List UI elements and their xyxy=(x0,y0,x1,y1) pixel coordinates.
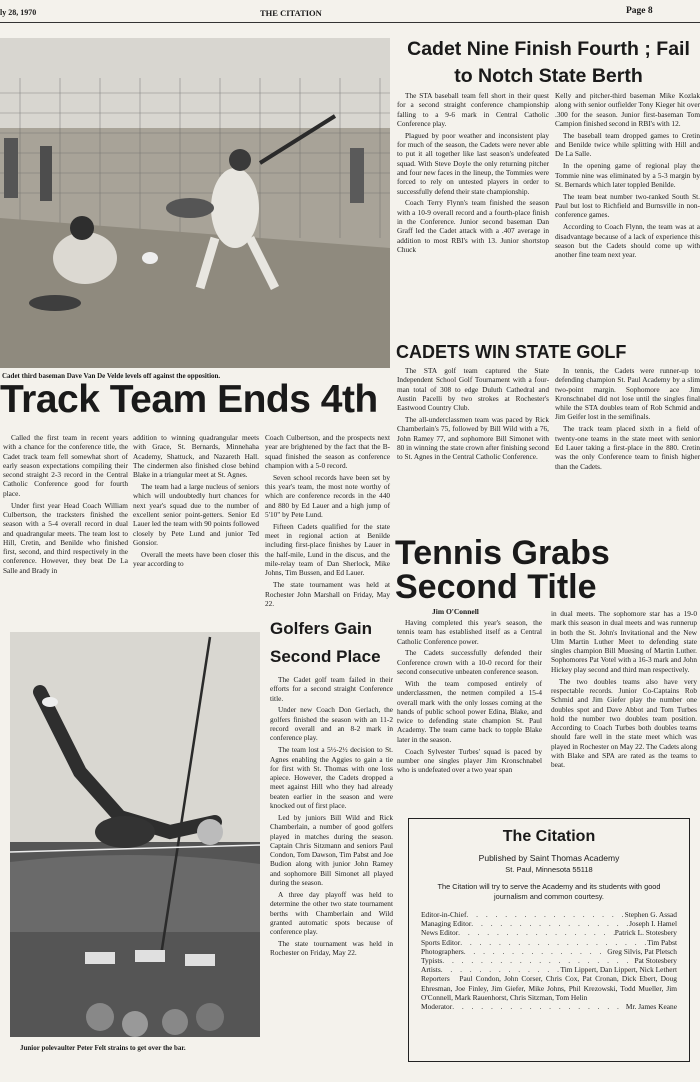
tennis-byline: Jim O'Connell xyxy=(432,607,479,616)
paragraph: Having completed this year's season, the tennis team has established itself as a Central Catholic Conference power. xyxy=(397,618,542,646)
staff-name: Greg Silvis, Pat Pletsch xyxy=(607,946,677,956)
polevault-photo xyxy=(10,632,260,1037)
staff-list xyxy=(421,910,677,1011)
paragraph: Overall the meets have been closer this year according to xyxy=(133,549,259,569)
paragraph: Under first year Head Coach William Culbertson, the tracksters finished the season with a 5-4 overall record in dual and quadrangular meets. The team lost to Hill, Cretin, and Benilde who finished first, second, and third respectively in the conference. However, they beat De La Salle and Brady in xyxy=(3,500,128,575)
staff-row xyxy=(421,938,677,947)
staff-name: Patrick L. Stotesbery xyxy=(614,928,677,938)
paragraph: The STA baseball team fell short in their quest for a second straight conference championship falling to a 9-6 mark in Central Catholic Conference play. xyxy=(397,91,549,128)
track-col-1 xyxy=(3,433,128,578)
track-col-3 xyxy=(265,433,390,611)
track-headline: Track Team Ends 4th xyxy=(0,378,378,421)
paper-name: THE CITATION xyxy=(260,8,322,18)
staff-row xyxy=(421,956,677,965)
paragraph: Under new Coach Don Gerlach, the golfers finished the season with an 11-2 record overall and an 8-2 mark in conference play. xyxy=(270,705,393,743)
staff-row xyxy=(421,965,677,974)
masthead-box xyxy=(408,818,690,1062)
staff-row xyxy=(421,910,677,919)
paragraph: Led by juniors Bill Wild and Rick Chamberlain, a number of good golfers played in matches during the season. Captain Chris Sitzmann and seniors Paul Condon, Tom Dawson, Tim Pabst and Joe Budion along with junior John Ramey and sophomore Bill Simonet all played during the season. xyxy=(270,812,393,888)
staff-name: Mr. James Keane xyxy=(625,1002,677,1012)
paragraph: The team lost a 5½-2½ decision to St. Agnes enabling the Aggies to gain a tie for first with St. Thomas with one loss apiece. However, the Cadets dropped a meet against Hill who they had already beaten earlier in the season and were knocked out of first place. xyxy=(270,745,393,811)
staff-role: Artists xyxy=(421,965,441,975)
staff-role: Editor-in-Chief xyxy=(421,910,467,919)
paragraph: Called the first team in recent years with a chance for the conference title, the Cadet track team fell somewhat short of early season expectations compiling their second straight 2-3 record in the Central Catholic Conference good for fourth place. xyxy=(3,433,128,498)
issue-date: ly 28, 1970 xyxy=(0,8,37,17)
state-golf-col-2 xyxy=(555,366,700,473)
baseball-headline: Cadet Nine Finish Fourth ; Fail to Notch State Berth xyxy=(407,38,690,87)
paragraph: The Cadet golf team failed in their efforts for a second straight Conference title. xyxy=(270,675,393,703)
baseball-col-2 xyxy=(555,91,700,262)
paragraph: Seven school records have been set by this year's team, the most note worthy of which are conference records in the 440 and 880 by Ed Lauer and a high jump of 5'10" by Pete Lund. xyxy=(265,472,390,519)
tennis-headline-line-1: Tennis Grabs xyxy=(395,534,610,572)
reporters-row xyxy=(421,974,677,1002)
paragraph: The state tournament was held at Rochester John Marshall on Friday, May 22. xyxy=(265,580,390,608)
masthead-title: The Citation xyxy=(502,828,596,845)
tennis-headline-line-2: Second Title xyxy=(395,568,597,606)
paragraph: Fifteen Cadets qualified for the state meet in regional action at Benilde including first-place finishes by Lauer in the half-mile, Lund in the discus, and the mile-relay team of Dan Sherlock, Mike Johns, Tim Bussen, and Ed Lauer. xyxy=(265,521,390,578)
baseball-col-1 xyxy=(397,91,549,257)
paragraph: The track team placed sixth in a field of twenty-one teams in the state meet with senior Ed Lauer taking a first-place in the 880. Cretin was the only Conference team to finish higher than the Cadets. xyxy=(555,424,700,471)
paragraph: In tennis, the Cadets were runner-up to defending champion St. Paul Academy by a slim two-point margin. Sophomore ace Jim Kronschnabel did not lose until the singles final while the STA doubles team of Rob Schmid and Jim Geifer lost in the semifinals. xyxy=(555,366,700,422)
tennis-headline xyxy=(395,536,700,604)
staff-name: Tim Lippert, Dan Lippert, Nick Lethert xyxy=(560,965,677,975)
tennis-col-2 xyxy=(551,609,697,772)
paragraph: According to Coach Flynn, the team was at a disadvantage because of a lack of experience this season but the Cadets should come up with another fine team next year. xyxy=(555,222,700,260)
tennis-col-1 xyxy=(397,618,542,777)
paragraph: addition to winning quadrangular meets with Grace, St. Bernards, Minnehaha Academy, Shattuck, and Nazareth Hall. The cindermen also finished close behind Blake in a triangular meet at St. Agnes. xyxy=(133,433,259,480)
paragraph: Kelly and pitcher-third baseman Mike Kozlak along with senior outfielder Tony Kieger hit over .300 for the season. Junior first-baseman Tom Campion finished second in RBI's with 12. xyxy=(555,91,700,128)
paragraph: The all-underclassmen team was paced by Rick Chamberlain's 75, followed by Bill Wild with a 76, John Ramey 77, and sophomore Bill Simonet with 80 in winning the state crown after finishing second to St. Agnes in the Central Catholic Conference. xyxy=(397,415,549,462)
staff-role: Photographers xyxy=(421,946,464,956)
paragraph: The baseball team dropped games to Cretin and Benilde twice while splitting with Hill and De La Salle. xyxy=(555,130,700,159)
staff-role: News Editor xyxy=(421,928,459,938)
reporters-label: Reporters xyxy=(421,974,450,984)
baseball-photo-caption: Cadet third baseman Dave Van De Velde levels off against the opposition. xyxy=(2,372,221,380)
track-col-2 xyxy=(133,433,259,571)
reporters-names: Paul Condon, John Corser, Chris Cox, Pat Cronan, Dick Ebert, Doug Ehresman, Joe Finley, Jim Giefer, Mike Johns, Phil Krezowski, Todd Mueller, Jim O'Connell, Mark Rauenhorst, Chris Sitzman, Tom Helin xyxy=(421,974,677,1002)
paragraph: The STA golf team captured the State Independent School Golf Tournament with a four-man total of 308 to edge Duluth Cathedral and Austin Pacelli by two strokes at Rochester's Eastwood Country Club. xyxy=(397,366,549,413)
golf-headline: Golfers Gain Second Place xyxy=(270,619,381,666)
paragraph: The team had a large nucleus of seniors which will undoubtedly hurt chances for next year's squad due to the number of excellent senior point-getters. Senior Ed Lauer led the team with 90 points followed closely by Pete Lund and junior Ted Gonsior. xyxy=(133,482,259,547)
paragraph: Coach Sylvester Turbes' squad is paced by number one singles player Jim Kronschnabel who is undefeated over a two year span xyxy=(397,746,542,775)
staff-name: Pat Stotesbery xyxy=(634,956,677,966)
staff-name: Tim Pabst xyxy=(647,937,677,947)
paragraph: Plagued by poor weather and inconsistent play for much of the season, the Cadets were never able to put it all together like last season's undefeated squad. With Steve Doyle the only returning pitcher and four new faces in the lineup, the Tommies were forced to rely on untested players in order to successfully defend their state championship. xyxy=(397,130,549,196)
staff-row xyxy=(421,947,677,956)
staff-row xyxy=(421,919,677,928)
page-number: Page 8 xyxy=(626,6,653,16)
staff-role: Typists xyxy=(421,956,443,966)
masthead-location: St. Paul, Minnesota 55118 xyxy=(505,865,593,874)
paragraph: A three day playoff was held to determine the other two state tournament berths with Chamberlain and Wild granted automatic spots because of conference play. xyxy=(270,889,393,937)
staff-role: Sports Editor xyxy=(421,937,461,947)
polevault-photo-caption: Junior polevaulter Peter Felt strains to get over the bar. xyxy=(20,1044,186,1052)
staff-role: Moderator xyxy=(421,1002,453,1012)
masthead-publisher: Published by Saint Thomas Academy xyxy=(478,853,620,863)
paragraph: The Cadets successfully defended their Conference crown with a 10-0 record for their second consecutive unbeaten conference season. xyxy=(397,648,542,677)
staff-row xyxy=(421,1002,677,1011)
staff-role: Managing Editor xyxy=(421,919,472,929)
masthead-mission: The Citation will try to serve the Academy and its students with good journalism and common courtesy. xyxy=(437,882,661,901)
paragraph: in dual meets. The sophomore star has a 19-0 mark this season in dual meets and was runnerup in both the St. John's Invitational and the New Ulm Martin Luther Meet to defending state singles champion Bill Muesing of Martin Luther. Sophomores Pat Votel with a 16-3 mark and John Hickey play second and third man respectively. xyxy=(551,609,697,674)
paragraph: The state tournament was held in Rochester on Friday, May 22. xyxy=(270,938,393,958)
paragraph: The two doubles teams also have very respectable records. Junior Co-Captains Rob Schmid and Jim Giefer play the number one doubles spot and Dave Abbot and Tom Turbes hold the number two doubles team position. According to Coach Turbes both doubles teams should fare well in the state meet which was played in Rochester on May 22. The Cadets along with Blake and SPA are rated as the teams to beat. xyxy=(551,676,697,770)
staff-name: Joseph I. Hamel xyxy=(629,919,677,929)
golf-column xyxy=(270,675,393,960)
paragraph: Coach Culbertson, and the prospects next year are brightened by the fact that the B-squad finished the season as conference champion with a 5-0 record. xyxy=(265,433,390,470)
paragraph: In the opening game of regional play the Tommie nine was eliminated by a 5-3 margin by St. Bernards which later toppled Benilde. xyxy=(555,161,700,189)
staff-row xyxy=(421,928,677,937)
paragraph: The team beat number two-ranked South St. Paul but lost to Richfield and Burnsville in non-conference games. xyxy=(555,191,700,220)
paragraph: With the team composed entirely of underclassmen, the netmen compiled a 15-4 overall mark with the only losses coming at the hands of public school power Edina, Blake, and twice to defending state champion St. Paul Academy. The team came back to topple Blake later in the season. xyxy=(397,678,542,744)
state-golf-col-1 xyxy=(397,366,549,464)
state-golf-headline: CADETS WIN STATE GOLF xyxy=(396,342,627,362)
paragraph: Coach Terry Flynn's team finished the season with a 10-9 overall record and a fourth-place finish in the Conference. Junior second baseman Dan Graff led the Cadet attack with a .407 average in addition to most RBI's with 13. Junior shortstop Chuck xyxy=(397,198,549,254)
staff-name: Stephen G. Assad xyxy=(624,910,677,919)
baseball-photo xyxy=(0,38,390,368)
